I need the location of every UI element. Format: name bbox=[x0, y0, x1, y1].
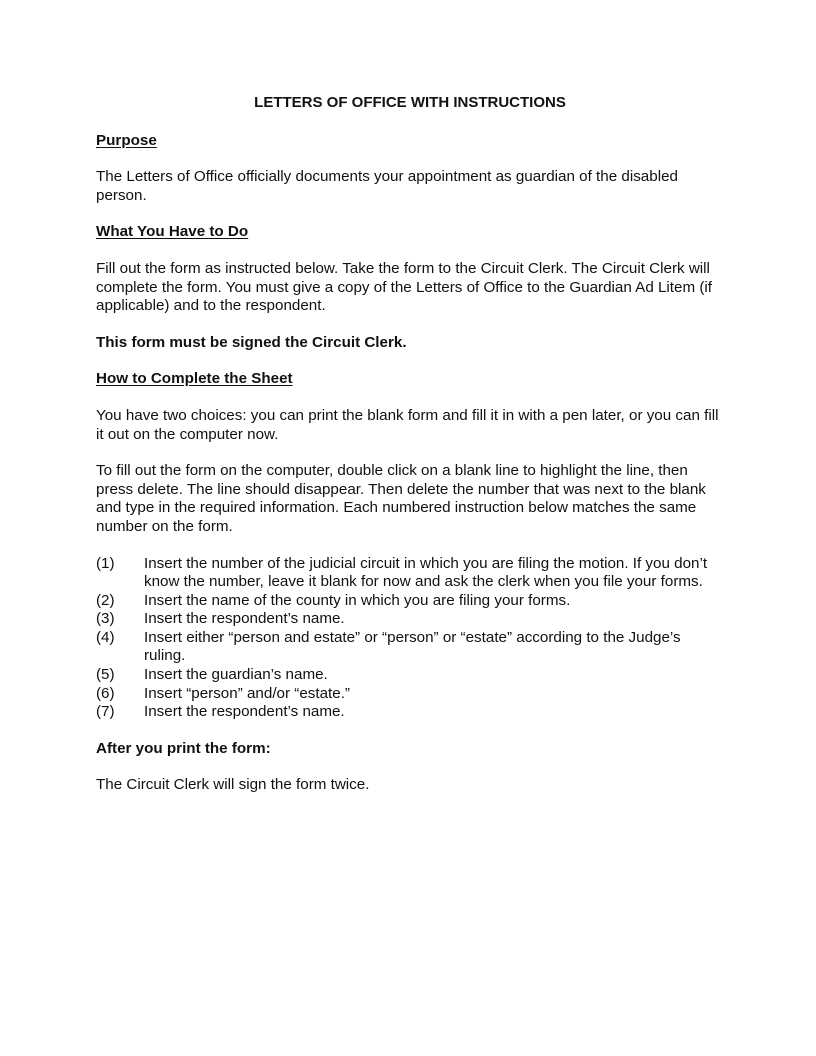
document-page bbox=[96, 94, 720, 813]
how-to-paragraph-choices: You have two choices: you can print the blank form and fill it in with a pen later, or you can fill it out on the computer now. bbox=[96, 406, 719, 443]
instruction-list bbox=[96, 555, 720, 722]
purpose-text: The Letters of Office officially documents your appointment as guardian of the disabled person. bbox=[96, 168, 678, 204]
item-number: (2) bbox=[96, 591, 115, 609]
item-number: (5) bbox=[96, 666, 115, 684]
item-text: Insert either “person and estate” or “person” or “estate” according to the Judge’s ruling. bbox=[144, 628, 681, 665]
what-to-do-text: Fill out the form as instructed below. Take the form to the Circuit Clerk. The Circuit Clerk will complete the form. You must give a copy of the Letters of Office to the Guardian Ad Litem (if applicable) and to the respondent. bbox=[96, 259, 712, 315]
list-item bbox=[96, 610, 720, 629]
after-print-heading: After you print the form: bbox=[96, 739, 271, 757]
what-to-do-heading: What You Have to Do bbox=[96, 223, 249, 241]
item-number: (3) bbox=[96, 610, 115, 628]
how-to-paragraph-computer: To fill out the form on the computer, double click on a blank line to highlight the line, then press delete. The line should disappear. Then delete the number that was next to the blank and type in the required information. Each numbered instruction below matches the same number on the form. bbox=[96, 462, 706, 535]
document-title: LETTERS OF OFFICE WITH INSTRUCTIONS bbox=[254, 94, 566, 111]
item-text: Insert the number of the judicial circuit in which you are filing the motion. If you don’t know the number, leave it blank for now and ask the clerk when you file your forms. bbox=[144, 554, 708, 591]
list-item bbox=[96, 629, 720, 666]
how-to-heading: How to Complete the Sheet bbox=[96, 370, 293, 388]
list-item bbox=[96, 703, 720, 722]
signed-notice: This form must be signed the Circuit Clerk. bbox=[96, 333, 407, 351]
item-text: Insert the respondent’s name. bbox=[144, 703, 345, 721]
item-text: Insert the respondent’s name. bbox=[144, 610, 345, 628]
item-text: Insert “person” and/or “estate.” bbox=[144, 684, 350, 702]
item-number: (6) bbox=[96, 684, 115, 702]
item-number: (4) bbox=[96, 628, 115, 646]
list-item bbox=[96, 685, 720, 704]
item-number: (1) bbox=[96, 554, 115, 572]
after-print-text: The Circuit Clerk will sign the form twice. bbox=[96, 776, 370, 794]
item-text: Insert the name of the county in which you are filing your forms. bbox=[144, 591, 571, 609]
list-item bbox=[96, 666, 720, 685]
item-number: (7) bbox=[96, 703, 115, 721]
purpose-heading: Purpose bbox=[96, 131, 157, 149]
list-item bbox=[96, 555, 720, 592]
item-text: Insert the guardian’s name. bbox=[144, 666, 328, 684]
list-item bbox=[96, 592, 720, 611]
